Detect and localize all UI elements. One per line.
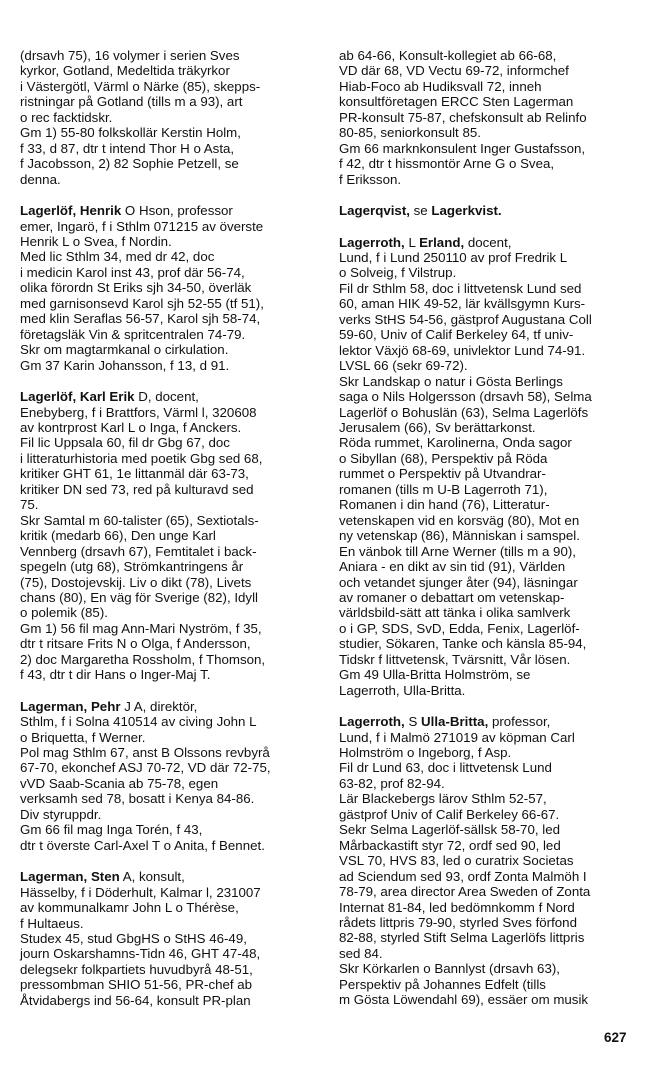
text-line: rummet o Perspektiv på Utvandrar-: [339, 466, 546, 482]
entry-name: Lagerroth,: [339, 714, 405, 730]
text-line: o Sibyllan (68), Perspektiv på Röda: [339, 450, 548, 466]
text-line: Holmström o Ingeborg, f Asp.: [339, 745, 512, 761]
text-line: Med lic Sthlm 34, med dr 42, doc: [20, 249, 215, 265]
text-line: Tidskr f littvetensk, Tvärsnitt, Vår lösen.: [339, 651, 571, 667]
text-line: Lär Blackebergs lärov Sthlm 52-57,: [339, 791, 547, 807]
text-line: i litteraturhistoria med poetik Gbg sed 68,: [20, 450, 263, 466]
text-line: Sthlm, f i Solna 410514 av civing John L: [20, 714, 257, 730]
biography-entry: [20, 389, 312, 683]
text-line: kritiker DN sed 73, red på kulturavd sed: [20, 481, 254, 497]
text-line: Hässelby, f i Döderhult, Kalmar l, 231007: [20, 884, 261, 900]
entry-first-line: [20, 699, 312, 714]
text-line: Romanen i din hand (76), Litteratur-: [339, 497, 550, 513]
entry-name: Lagerlöf, Karl Erik: [20, 389, 135, 405]
text-line: PR-konsult 75-87, chefskonsult ab Relinfo: [339, 109, 587, 125]
text-line: spegeln (utg 68), Strömkantringens år: [20, 559, 244, 575]
text-line: dtr t ritsare Frits N o Olga, f Andersson,: [20, 636, 251, 652]
text-line: f 43, dtr t dir Hans o Inger-Maj T.: [20, 667, 211, 683]
text-line: Sekr Selma Lagerlöf-sällsk 58-70, led: [339, 822, 560, 838]
text-line: Skr om magtarmkanal o cirkulation.: [20, 342, 229, 358]
text-line: 67-70, ekonchef ASJ 70-72, VD där 72-75,: [20, 760, 271, 776]
biography-entry: [339, 235, 631, 699]
text-line: (drsavh 75), 16 volymer i serien Sves: [20, 48, 240, 63]
text-line: med klin Seraflas 56-57, Karol sjh 58-74,: [20, 311, 261, 327]
text-line: världsbild-sätt att tänka i olika samlverk: [339, 605, 571, 621]
text-line: emer, Ingarö, f i Sthlm 071215 av överste: [20, 218, 264, 234]
text-line: lektor Växjö 68-69, univlektor Lund 74-91.: [339, 342, 586, 358]
text-line: ristningar på Gotland (tills m a 93), art: [20, 94, 243, 110]
entry-first-line: [20, 203, 312, 218]
text-line: m Gösta Löwendahl 69), essäer om musik: [339, 992, 589, 1008]
text-line: 2) doc Margaretha Rossholm, f Thomson,: [20, 651, 266, 667]
text-line: 78-79, area director Area Sweden of Zonta: [339, 884, 591, 900]
text-line: verksamh sed 78, bosatt i Kenya 84-86.: [20, 791, 255, 807]
text-line: f Jacobsson, 2) 82 Sophie Petzell, se: [20, 156, 239, 172]
text-line: Gm 66 fil mag Inga Torén, f 43,: [20, 822, 203, 838]
text-line: Fil lic Uppsala 60, fil dr Gbg 67, doc: [20, 435, 230, 451]
text-line: delegsekr folkpartiets huvudbyrå 48-51,: [20, 961, 253, 977]
text-line: romanen (tills m U-B Lagerroth 71),: [339, 481, 548, 497]
biography-entry: [339, 203, 631, 218]
text-line: kritiker GHT 61, 1e littanmäl där 63-73,: [20, 466, 249, 482]
text-line: pressombman SHIO 51-56, PR-chef ab: [20, 977, 253, 993]
biography-entry: [20, 203, 312, 373]
entry-continuation: [339, 48, 631, 187]
entry-first-line: [20, 869, 312, 884]
text-line: 75.: [20, 497, 39, 513]
entry-title-text: S: [404, 714, 422, 730]
text-line: rådets littpris 79-90, styrled Sves förfond: [339, 915, 577, 931]
text-line: 80-85, seniorkonsult 85.: [339, 125, 481, 141]
text-line: Lagerroth, Ulla-Britta.: [339, 682, 466, 698]
entry-title-text: J A, direktör,: [120, 698, 198, 714]
text-line: (75), Dostojevskij. Liv o dikt (78), Livets: [20, 574, 252, 590]
text-line: Studex 45, stud GbgHS o StHS 46-49,: [20, 931, 247, 947]
text-line: med garnisonsevd Karol sjh 52-55 (tf 51),: [20, 295, 264, 311]
entry-name-bold: Erland,: [419, 234, 465, 250]
text-line: 60, aman HIK 49-52, lär kvällsgymn Kurs-: [339, 296, 586, 312]
text-line: Skr Körkarlen o Bannlyst (drsavh 63),: [339, 961, 560, 977]
text-line: ad Sciendum sed 93, ordf Zonta Malmöh I: [339, 868, 587, 884]
entry-name: Lagerman, Sten: [20, 869, 120, 885]
text-line: Gm 37 Karin Johansson, f 13, d 91.: [20, 357, 230, 373]
entry-continuation: [20, 48, 312, 187]
text-line: Aniara - en dikt av sin tid (91), Världen: [339, 559, 566, 575]
text-line: 59-60, Univ of Calif Berkeley 64, tf univ-: [339, 327, 574, 343]
text-line: verks StHS 54-56, gästprof Augustana Coll: [339, 311, 592, 327]
text-line: ny vetenskap (86), Människan i samspel.: [339, 528, 580, 544]
text-line: kyrkor, Gotland, Medeltida träkyrkor: [20, 63, 230, 79]
text-line: 82-88, styrled Stift Selma Lagerlöfs littpris: [339, 930, 585, 946]
text-line: dtr t överste Carl-Axel T o Anita, f Bennet.: [20, 837, 265, 853]
left-column: [20, 48, 312, 1008]
text-line: gästprof Univ of Calif Berkeley 66-67.: [339, 806, 560, 822]
text-line: o rec facktidskr.: [20, 109, 113, 125]
text-line: f Hultaeus.: [20, 915, 84, 931]
text-line: Skr Samtal m 60-talister (65), Sextiotals-: [20, 512, 259, 528]
text-line: i Västergötl, Värml o Närke (85), skepps-: [20, 78, 261, 94]
text-line: kritik (medarb 66), Den unge Karl: [20, 528, 216, 544]
entry-title-text: professor,: [488, 714, 551, 730]
entry-title-text: D, docent,: [134, 389, 199, 405]
text-line: ab 64-66, Konsult-kollegiet ab 66-68,: [339, 48, 557, 63]
biography-entry: [20, 699, 312, 854]
text-line: VSL 70, HVS 83, led o curatrix Societas: [339, 853, 574, 869]
text-line: Vennberg (drsavh 67), Femtitalet i back-: [20, 543, 257, 559]
text-line: Internat 81-84, led bedömnkomm f Nord: [339, 899, 575, 915]
text-line: sed 84.: [339, 945, 383, 961]
text-line: Jerusalem (66), Sv berättarkonst.: [339, 419, 536, 435]
right-column: [339, 48, 631, 1008]
text-line: saga o Nils Holgersson (drsavh 58), Selma: [339, 389, 592, 405]
text-line: o polemik (85).: [20, 605, 108, 621]
text-line: Div styruppdr.: [20, 806, 102, 822]
text-line: vetenskapen vid en korsväg (80), Mot en: [339, 512, 580, 528]
text-line: Lagerlöf o Bohuslän (63), Selma Lagerlöfs: [339, 404, 589, 420]
text-line: f 42, dtr t hissmontör Arne G o Svea,: [339, 156, 555, 172]
entry-first-line: [20, 389, 312, 404]
text-line: En vänbok till Arne Werner (tills m a 90),: [339, 543, 576, 559]
text-line: Mårbackastift styr 72, ordf sed 90, led: [339, 837, 561, 853]
text-line: Fil dr Lund 63, doc i littvetensk Lund: [339, 760, 552, 776]
text-line: Gm 49 Ulla-Britta Holmström, se: [339, 667, 531, 683]
text-line: chans (80), En väg för Sverige (82), Idyll: [20, 589, 258, 605]
entry-title-text: docent,: [464, 234, 512, 250]
entry-first-line: [339, 203, 631, 218]
text-line: konsultföretagen ERCC Sten Lagerman: [339, 94, 574, 110]
entry-name: Lagerroth,: [339, 234, 405, 250]
text-line: Fil dr Sthlm 58, doc i littvetensk Lund sed: [339, 280, 582, 296]
text-line: studier, Sökaren, Tanke och känsla 85-94,: [339, 636, 587, 652]
text-line: f Eriksson.: [339, 171, 402, 187]
text-line: i medicin Karol inst 43, prof där 56-74,: [20, 264, 245, 280]
text-line: olika förordn St Eriks sjh 34-50, överläk: [20, 280, 252, 296]
entry-title-text: L: [404, 234, 420, 250]
entry-title-text: A, konsult,: [119, 869, 185, 885]
text-line: Hiab-Foco ab Hudiksvall 72, inneh: [339, 78, 542, 94]
text-line: o Briquetta, f Werner.: [20, 729, 146, 745]
text-line: Gm 1) 56 fil mag Ann-Mari Nyström, f 35,: [20, 620, 262, 636]
entry-name: Lagerman, Pehr: [20, 698, 121, 714]
text-line: av kommunalkamr John L o Thérèse,: [20, 900, 239, 916]
biography-entry: [339, 714, 631, 1008]
text-line: Skr Landskap o natur i Gösta Berlings: [339, 373, 563, 389]
text-line: journ Oskarshamns-Tidn 46, GHT 47-48,: [20, 946, 261, 962]
entry-first-line: [339, 235, 631, 250]
text-line: vVD Saab-Scania ab 75-78, egen: [20, 775, 219, 791]
page-number: 627: [604, 1030, 627, 1045]
text-line: Lund, f i Lund 250110 av prof Fredrik L: [339, 249, 568, 265]
entry-first-line: [339, 714, 631, 729]
text-line: Perspektiv på Johannes Edfelt (tills: [339, 976, 546, 992]
text-line: LVSL 66 (sekr 69-72).: [339, 358, 468, 374]
text-line: Gm 1) 55-80 folkskollär Kerstin Holm,: [20, 125, 241, 141]
entry-title-text: O Hson, professor: [121, 203, 233, 219]
entry-title-text: se: [409, 203, 432, 219]
text-line: Enebyberg, f i Brattfors, Värml l, 320608: [20, 404, 257, 420]
text-line: Åtvidabergs ind 56-64, konsult PR-plan: [20, 992, 251, 1008]
text-line: av kontrprost Karl L o Inga, f Anckers.: [20, 419, 242, 435]
entry-name-bold: Ulla-Britta,: [421, 714, 489, 730]
text-line: denna.: [20, 171, 61, 187]
entry-name: Lagerlöf, Henrik: [20, 203, 122, 219]
text-line: f 33, d 87, dtr t intend Thor H o Asta,: [20, 140, 235, 156]
text-line: 63-82, prof 82-94.: [339, 775, 445, 791]
text-line: Röda rummet, Karolinerna, Onda sagor: [339, 435, 572, 451]
text-line: VD där 68, VD Vectu 69-72, informchef: [339, 63, 569, 79]
text-line: Henrik L o Svea, f Nordin.: [20, 233, 172, 249]
text-line: o i GP, SDS, SvD, Edda, Fenix, Lagerlöf-: [339, 620, 580, 636]
text-line: och vetandet sjunger åter (94), läsningar: [339, 574, 578, 590]
text-line: av romaner o debattart om vetenskap-: [339, 589, 565, 605]
text-line: o Solveig, f Vilstrup.: [339, 265, 457, 281]
text-line: företagsläk Vin & spritcentralen 74-79.: [20, 326, 246, 342]
biography-entry: [20, 869, 312, 1008]
text-line: Pol mag Sthlm 67, anst B Olssons revbyrå: [20, 745, 270, 761]
text-line: Lund, f i Malmö 271019 av köpman Carl: [339, 729, 575, 745]
entry-name: Lagerqvist,: [339, 203, 410, 219]
text-line: Gm 66 marknkonsulent Inger Gustafsson,: [339, 140, 586, 156]
entry-name-bold: Lagerkvist.: [431, 203, 502, 219]
